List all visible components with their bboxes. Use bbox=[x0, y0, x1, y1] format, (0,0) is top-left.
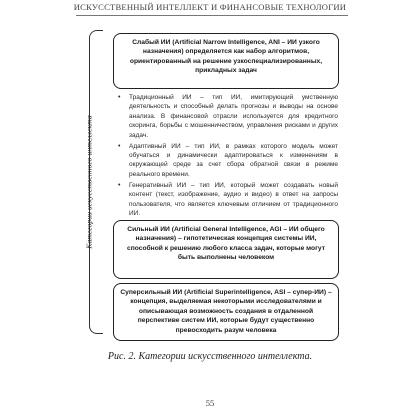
side-label: Категории искусственного интеллекта bbox=[84, 115, 94, 249]
bullet-marker: • bbox=[118, 181, 121, 189]
page-number: 55 bbox=[205, 398, 215, 408]
narrow-ai-box: Слабый ИИ (Artificial Narrow Intelligence, ANI – ИИ узкого назначения) определяется как набор алгоритмов, ориентированный на решение узкоспециализированных, прикладных задач bbox=[113, 33, 339, 89]
running-header: ИСКУССТВЕННЫЙ ИНТЕЛЛЕКТ И ФИНАНСОВЫЕ ТЕХНОЛОГИИ bbox=[73, 2, 347, 12]
super-ai-box: Суперсильный ИИ (Artificial Superintelligence, ASI – супер-ИИ) – концепция, выделяемая некоторыми исследователями и описывающая возможность создания в отдаленной перспективе систем ИИ, которые будут существенно превосходить разум человека bbox=[113, 283, 339, 341]
bullet-text: Генеративный ИИ – тип ИИ, который может создавать новый контент (текст, изображение, аудио и видео) в ответ на запросы пользователя, что является ключевым отличием от традиционного ИИ. bbox=[129, 181, 338, 218]
general-ai-box: Сильный ИИ (Artificial General Intelligence, AGI – ИИ общего назначения) – гипотетическая концепция системы ИИ, способной к решению любого класса задач, которые могут быть выполнены человеком bbox=[113, 220, 339, 279]
header-rule bbox=[76, 15, 348, 16]
bullet-marker: • bbox=[118, 142, 121, 150]
bullet-text: Адаптивный ИИ – тип ИИ, в рамках которого модель может обучаться и динамически адаптироваться к изменениям в окружающей среде за счет сбора обратной связи в режиме реального времени. bbox=[129, 142, 338, 178]
figure-caption: Рис. 2. Категории искусственного интеллекта. bbox=[107, 351, 313, 362]
bullet-marker: • bbox=[118, 94, 121, 101]
list-item bbox=[116, 142, 338, 180]
list-item bbox=[116, 181, 338, 219]
bullet-text: Традиционный ИИ – тип ИИ, имитирующий умственную деятельность и способный делать прогнозы и выводы на основе анализа. В финансовой отрасли используется для кредитного скоринга, борьбы с мошенничеством, управления рисками и других задач. bbox=[129, 94, 338, 139]
list-item bbox=[116, 93, 338, 140]
narrow-ai-bullet-list bbox=[116, 93, 338, 220]
